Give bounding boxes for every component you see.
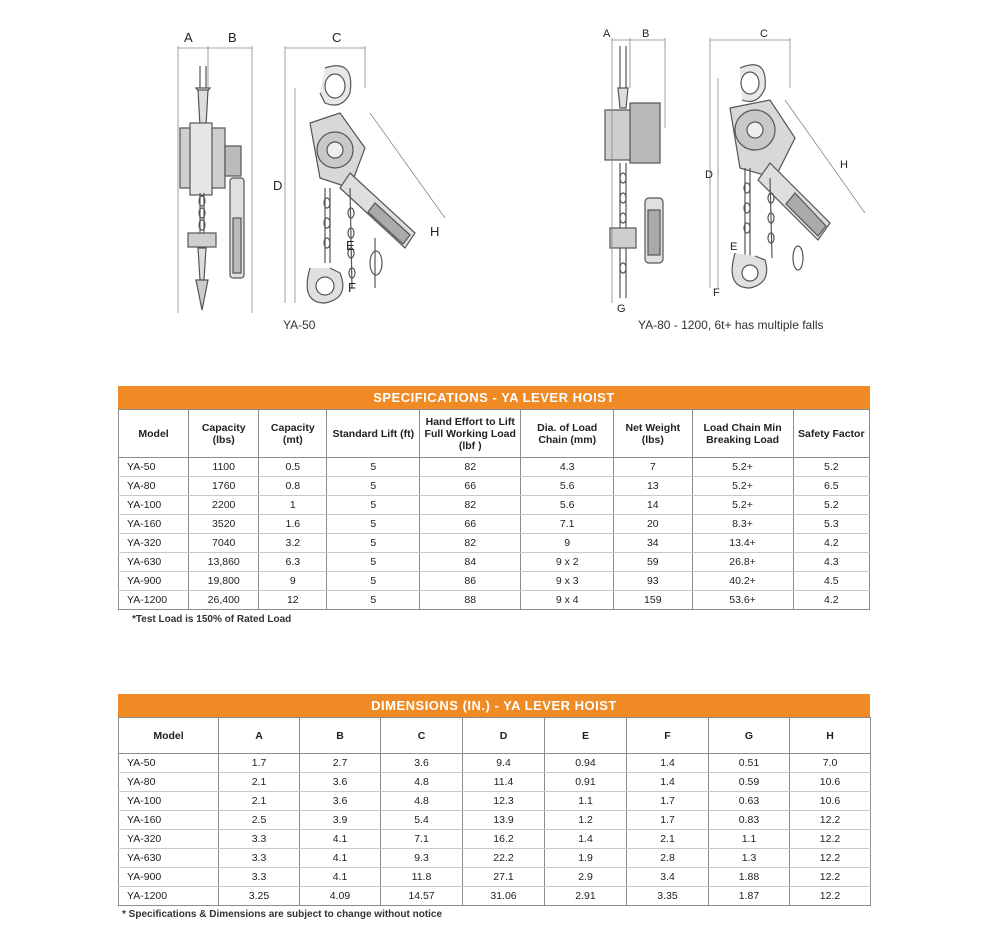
value-cell: 0.5	[259, 458, 327, 477]
dim-label: G	[617, 303, 626, 315]
value-cell: 11.4	[463, 773, 545, 792]
value-cell: 13	[614, 477, 692, 496]
model-cell: YA-320	[119, 830, 219, 849]
value-cell: 1.9	[545, 849, 627, 868]
value-cell: 4.1	[300, 849, 381, 868]
value-cell: 26,400	[189, 591, 259, 610]
table-row	[119, 458, 870, 477]
ya-50-caption: YA-50	[283, 318, 316, 332]
specifications-header-cell: Standard Lift (ft)	[327, 410, 420, 458]
value-cell: 1.1	[545, 792, 627, 811]
value-cell: 88	[420, 591, 521, 610]
value-cell: 0.8	[259, 477, 327, 496]
value-cell: 1.4	[627, 754, 709, 773]
model-cell: YA-100	[119, 496, 189, 515]
dimensions-section	[118, 694, 870, 920]
model-cell: YA-160	[119, 515, 189, 534]
value-cell: 9	[259, 572, 327, 591]
value-cell: 9 x 4	[521, 591, 614, 610]
value-cell: 82	[420, 458, 521, 477]
model-cell: YA-630	[119, 849, 219, 868]
dim-label: D	[273, 178, 283, 193]
value-cell: 1.7	[219, 754, 300, 773]
specifications-table	[118, 409, 870, 610]
value-cell: 5.6	[521, 477, 614, 496]
value-cell: 14	[614, 496, 692, 515]
value-cell: 1.88	[709, 868, 790, 887]
value-cell: 2.5	[219, 811, 300, 830]
dimensions-body	[119, 754, 871, 906]
dimensions-table	[118, 717, 871, 906]
table-row	[119, 572, 870, 591]
specifications-header-cell: Hand Effort to Lift Full Working Load (lbf )	[420, 410, 521, 458]
specifications-header-cell: Dia. of Load Chain (mm)	[521, 410, 614, 458]
value-cell: 1	[259, 496, 327, 515]
value-cell: 5	[327, 572, 420, 591]
value-cell: 13,860	[189, 553, 259, 572]
value-cell: 1760	[189, 477, 259, 496]
value-cell: 40.2+	[692, 572, 793, 591]
specifications-header-row	[119, 410, 870, 458]
value-cell: 3.35	[627, 887, 709, 906]
value-cell: 2.1	[219, 792, 300, 811]
ya-50-technical-drawing	[160, 28, 460, 328]
value-cell: 26.8+	[692, 553, 793, 572]
value-cell: 2.8	[627, 849, 709, 868]
dim-label: D	[705, 169, 713, 181]
value-cell: 0.83	[709, 811, 790, 830]
value-cell: 1.3	[709, 849, 790, 868]
value-cell: 5	[327, 591, 420, 610]
value-cell: 12.2	[790, 811, 871, 830]
value-cell: 1.87	[709, 887, 790, 906]
value-cell: 4.3	[793, 553, 869, 572]
test-load-note: *Test Load is 150% of Rated Load	[132, 614, 292, 625]
value-cell: 34	[614, 534, 692, 553]
table-row	[119, 477, 870, 496]
value-cell: 4.8	[381, 792, 463, 811]
value-cell: 0.63	[709, 792, 790, 811]
model-cell: YA-900	[119, 868, 219, 887]
value-cell: 4.1	[300, 868, 381, 887]
change-notice-note: * Specifications & Dimensions are subject to change without notice	[122, 909, 443, 920]
value-cell: 12.3	[463, 792, 545, 811]
value-cell: 1.6	[259, 515, 327, 534]
value-cell: 2.9	[545, 868, 627, 887]
dim-label: F	[348, 280, 356, 295]
dimensions-header-cell: F	[627, 718, 709, 754]
dimensions-header-cell: C	[381, 718, 463, 754]
dim-label: B	[228, 30, 237, 45]
specifications-header-cell: Net Weight (lbs)	[614, 410, 692, 458]
value-cell: 12	[259, 591, 327, 610]
value-cell: 12.2	[790, 868, 871, 887]
value-cell: 159	[614, 591, 692, 610]
model-cell: YA-900	[119, 572, 189, 591]
value-cell: 5.2	[793, 496, 869, 515]
dimensions-header-cell: H	[790, 718, 871, 754]
value-cell: 10.6	[790, 792, 871, 811]
dim-label: H	[430, 224, 440, 239]
value-cell: 31.06	[463, 887, 545, 906]
value-cell: 7.1	[381, 830, 463, 849]
value-cell: 22.2	[463, 849, 545, 868]
value-cell: 4.2	[793, 591, 869, 610]
value-cell: 9	[521, 534, 614, 553]
dim-label: A	[184, 30, 193, 45]
value-cell: 1.4	[545, 830, 627, 849]
value-cell: 84	[420, 553, 521, 572]
ya-80-1200-caption: YA-80 - 1200, 6t+ has multiple falls	[638, 318, 824, 332]
table-row	[119, 849, 871, 868]
value-cell: 2200	[189, 496, 259, 515]
value-cell: 14.57	[381, 887, 463, 906]
value-cell: 9 x 2	[521, 553, 614, 572]
value-cell: 82	[420, 496, 521, 515]
value-cell: 8.3+	[692, 515, 793, 534]
value-cell: 12.2	[790, 887, 871, 906]
value-cell: 10.6	[790, 773, 871, 792]
value-cell: 2.1	[219, 773, 300, 792]
table-row	[119, 515, 870, 534]
specifications-title: SPECIFICATIONS - YA LEVER HOIST	[118, 386, 870, 409]
model-cell: YA-1200	[119, 591, 189, 610]
value-cell: 2.7	[300, 754, 381, 773]
value-cell: 13.9	[463, 811, 545, 830]
dim-label: A	[603, 28, 611, 40]
table-row	[119, 792, 871, 811]
value-cell: 9 x 3	[521, 572, 614, 591]
model-cell: YA-1200	[119, 887, 219, 906]
value-cell: 4.8	[381, 773, 463, 792]
value-cell: 16.2	[463, 830, 545, 849]
value-cell: 27.1	[463, 868, 545, 887]
value-cell: 93	[614, 572, 692, 591]
table-row	[119, 887, 871, 906]
value-cell: 6.3	[259, 553, 327, 572]
value-cell: 5	[327, 496, 420, 515]
dimensions-title: DIMENSIONS (IN.) - YA LEVER HOIST	[118, 694, 870, 717]
value-cell: 1.2	[545, 811, 627, 830]
value-cell: 9.3	[381, 849, 463, 868]
value-cell: 7040	[189, 534, 259, 553]
dimensions-header-cell: A	[219, 718, 300, 754]
value-cell: 86	[420, 572, 521, 591]
value-cell: 59	[614, 553, 692, 572]
value-cell: 5.2	[793, 458, 869, 477]
model-cell: YA-630	[119, 553, 189, 572]
value-cell: 3.3	[219, 868, 300, 887]
specifications-header-cell: Model	[119, 410, 189, 458]
value-cell: 5.6	[521, 496, 614, 515]
value-cell: 5	[327, 553, 420, 572]
table-row	[119, 830, 871, 849]
dimensions-header-cell: B	[300, 718, 381, 754]
value-cell: 3.9	[300, 811, 381, 830]
value-cell: 7	[614, 458, 692, 477]
dimensions-header-cell: G	[709, 718, 790, 754]
value-cell: 0.94	[545, 754, 627, 773]
value-cell: 20	[614, 515, 692, 534]
value-cell: 3.6	[381, 754, 463, 773]
value-cell: 3.6	[300, 773, 381, 792]
specifications-header-cell: Load Chain Min Breaking Load	[692, 410, 793, 458]
value-cell: 4.2	[793, 534, 869, 553]
value-cell: 3.6	[300, 792, 381, 811]
model-cell: YA-100	[119, 792, 219, 811]
dimensions-header-row	[119, 718, 871, 754]
specifications-header-cell: Capacity (mt)	[259, 410, 327, 458]
value-cell: 9.4	[463, 754, 545, 773]
model-cell: YA-50	[119, 458, 189, 477]
value-cell: 5.2+	[692, 477, 793, 496]
ya-80-1200-technical-drawing	[590, 28, 880, 318]
table-row	[119, 591, 870, 610]
value-cell: 4.5	[793, 572, 869, 591]
model-cell: YA-50	[119, 754, 219, 773]
model-cell: YA-320	[119, 534, 189, 553]
value-cell: 7.1	[521, 515, 614, 534]
dim-label: H	[840, 159, 848, 171]
value-cell: 12.2	[790, 849, 871, 868]
value-cell: 1100	[189, 458, 259, 477]
value-cell: 3.25	[219, 887, 300, 906]
value-cell: 0.51	[709, 754, 790, 773]
value-cell: 82	[420, 534, 521, 553]
value-cell: 7.0	[790, 754, 871, 773]
dim-label: C	[332, 30, 342, 45]
value-cell: 66	[420, 477, 521, 496]
value-cell: 3.3	[219, 849, 300, 868]
value-cell: 2.91	[545, 887, 627, 906]
value-cell: 6.5	[793, 477, 869, 496]
value-cell: 12.2	[790, 830, 871, 849]
value-cell: 11.8	[381, 868, 463, 887]
value-cell: 1.1	[709, 830, 790, 849]
dim-label: E	[730, 241, 738, 253]
dimensions-header-cell: D	[463, 718, 545, 754]
specifications-section	[118, 386, 870, 625]
value-cell: 66	[420, 515, 521, 534]
table-row	[119, 534, 870, 553]
ya-50-drawing	[160, 28, 460, 328]
value-cell: 5	[327, 458, 420, 477]
value-cell: 5.3	[793, 515, 869, 534]
dimensions-header-cell: Model	[119, 718, 219, 754]
table-row	[119, 773, 871, 792]
value-cell: 5.4	[381, 811, 463, 830]
value-cell: 5.2+	[692, 458, 793, 477]
value-cell: 5	[327, 534, 420, 553]
value-cell: 3.3	[219, 830, 300, 849]
value-cell: 1.4	[627, 773, 709, 792]
value-cell: 3520	[189, 515, 259, 534]
value-cell: 1.7	[627, 811, 709, 830]
value-cell: 3.2	[259, 534, 327, 553]
value-cell: 5.2+	[692, 496, 793, 515]
table-row	[119, 868, 871, 887]
model-cell: YA-160	[119, 811, 219, 830]
dimensions-header-cell: E	[545, 718, 627, 754]
value-cell: 4.3	[521, 458, 614, 477]
value-cell: 4.09	[300, 887, 381, 906]
table-row	[119, 811, 871, 830]
dim-label: B	[642, 28, 650, 40]
value-cell: 4.1	[300, 830, 381, 849]
dim-label: F	[713, 287, 720, 299]
ya-80-1200-drawing	[590, 28, 880, 318]
value-cell: 19,800	[189, 572, 259, 591]
value-cell: 5	[327, 477, 420, 496]
specifications-header-cell: Safety Factor	[793, 410, 869, 458]
table-row	[119, 553, 870, 572]
specifications-body	[119, 458, 870, 610]
table-row	[119, 496, 870, 515]
value-cell: 13.4+	[692, 534, 793, 553]
value-cell: 0.91	[545, 773, 627, 792]
value-cell: 3.4	[627, 868, 709, 887]
table-row	[119, 754, 871, 773]
model-cell: YA-80	[119, 773, 219, 792]
value-cell: 2.1	[627, 830, 709, 849]
value-cell: 53.6+	[692, 591, 793, 610]
value-cell: 1.7	[627, 792, 709, 811]
value-cell: 5	[327, 515, 420, 534]
dim-label: E	[346, 238, 355, 253]
specifications-header-cell: Capacity (lbs)	[189, 410, 259, 458]
dim-label: C	[760, 28, 768, 40]
value-cell: 0.59	[709, 773, 790, 792]
model-cell: YA-80	[119, 477, 189, 496]
